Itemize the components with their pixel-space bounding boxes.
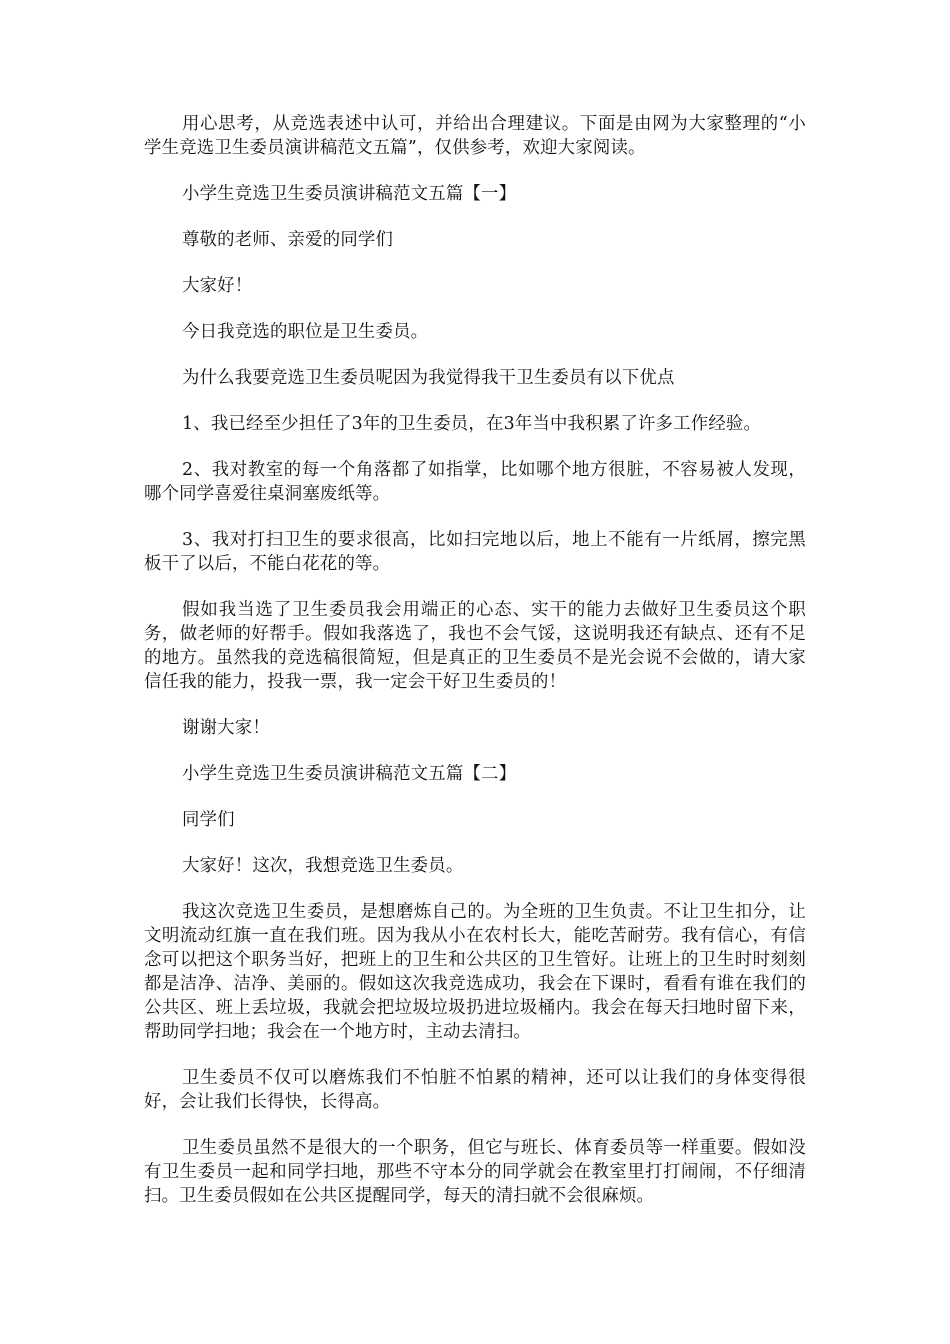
greeting: 大家好！ <box>182 276 253 296</box>
body-paragraph: 我这次竞选卫生委员，是想磨炼自己的。为全班的卫生负责。不让卫生扣分，让文明流动红旗一直在我们班。因为我从小在农村长大，能吃苦耐劳。我有信心，有信念可以把这个职务当好，把班上的卫生和公共区的卫生管好。让班上的卫生时时刻刻都是洁净、洁净、美丽的。假如这次我竞选成功，我会在下课时，看看有谁在我们的公共区、班上丢垃圾，我就会把垃圾垃圾扔进垃圾桶内。我会在每天扫地时留下来，帮助同学扫地；我会在一个地方时，主动去清扫。 <box>144 902 806 1042</box>
greeting: 大家好！这次，我想竞选卫生委员。 <box>182 856 464 876</box>
body-paragraph: 假如我当选了卫生委员我会用端正的心态、实干的能力去做好卫生委员这个职务，做老师的好帮手。假如我落选了，我也不会气馁，这说明我还有缺点、还有不足的地方。虽然我的竞选稿很简短，但是真正的卫生委员不是光会说不会做的，请大家信任我的能力，投我一票，我一定会干好卫生委员的！ <box>144 600 806 692</box>
body-paragraph: 卫生委员不仅可以磨炼我们不怕脏不怕累的精神，还可以让我们的身体变得很好，会让我们长得快，长得高。 <box>144 1068 806 1112</box>
list-item-1: 1、我已经至少担任了3年的卫生委员，在3年当中我积累了许多工作经验。 <box>182 414 762 434</box>
closing: 谢谢大家！ <box>182 718 270 738</box>
salutation: 尊敬的老师、亲爱的同学们 <box>182 230 394 250</box>
salutation: 同学们 <box>182 810 235 830</box>
intro-paragraph: 用心思考，从竞选表述中认可，并给出合理建议。下面是由网为大家整理的“小学生竞选卫生委员演讲稿范文五篇”，仅供参考，欢迎大家阅读。 <box>144 114 806 158</box>
section-heading-1: 小学生竞选卫生委员演讲稿范文五篇【一】 <box>182 184 517 204</box>
list-item-2: 2、我对教室的每一个角落都了如指掌，比如哪个地方很脏，不容易被人发现，哪个同学喜爱往桌洞塞废纸等。 <box>144 460 806 504</box>
body-paragraph: 卫生委员虽然不是很大的一个职务，但它与班长、体育委员等一样重要。假如没有卫生委员一起和同学扫地，那些不守本分的同学就会在教室里打打闹闹，不仔细清扫。卫生委员假如在公共区提醒同学，每天的清扫就不会很麻烦。 <box>144 1138 806 1206</box>
body-paragraph: 为什么我要竞选卫生委员呢因为我觉得我干卫生委员有以下优点 <box>182 368 675 388</box>
list-item-3: 3、我对打扫卫生的要求很高，比如扫完地以后，地上不能有一片纸屑，擦完黑板干了以后，不能白花花的等。 <box>144 530 806 574</box>
body-paragraph: 今日我竞选的职位是卫生委员。 <box>182 322 429 342</box>
document-page <box>144 112 806 1230</box>
section-heading-2: 小学生竞选卫生委员演讲稿范文五篇【二】 <box>182 764 517 784</box>
